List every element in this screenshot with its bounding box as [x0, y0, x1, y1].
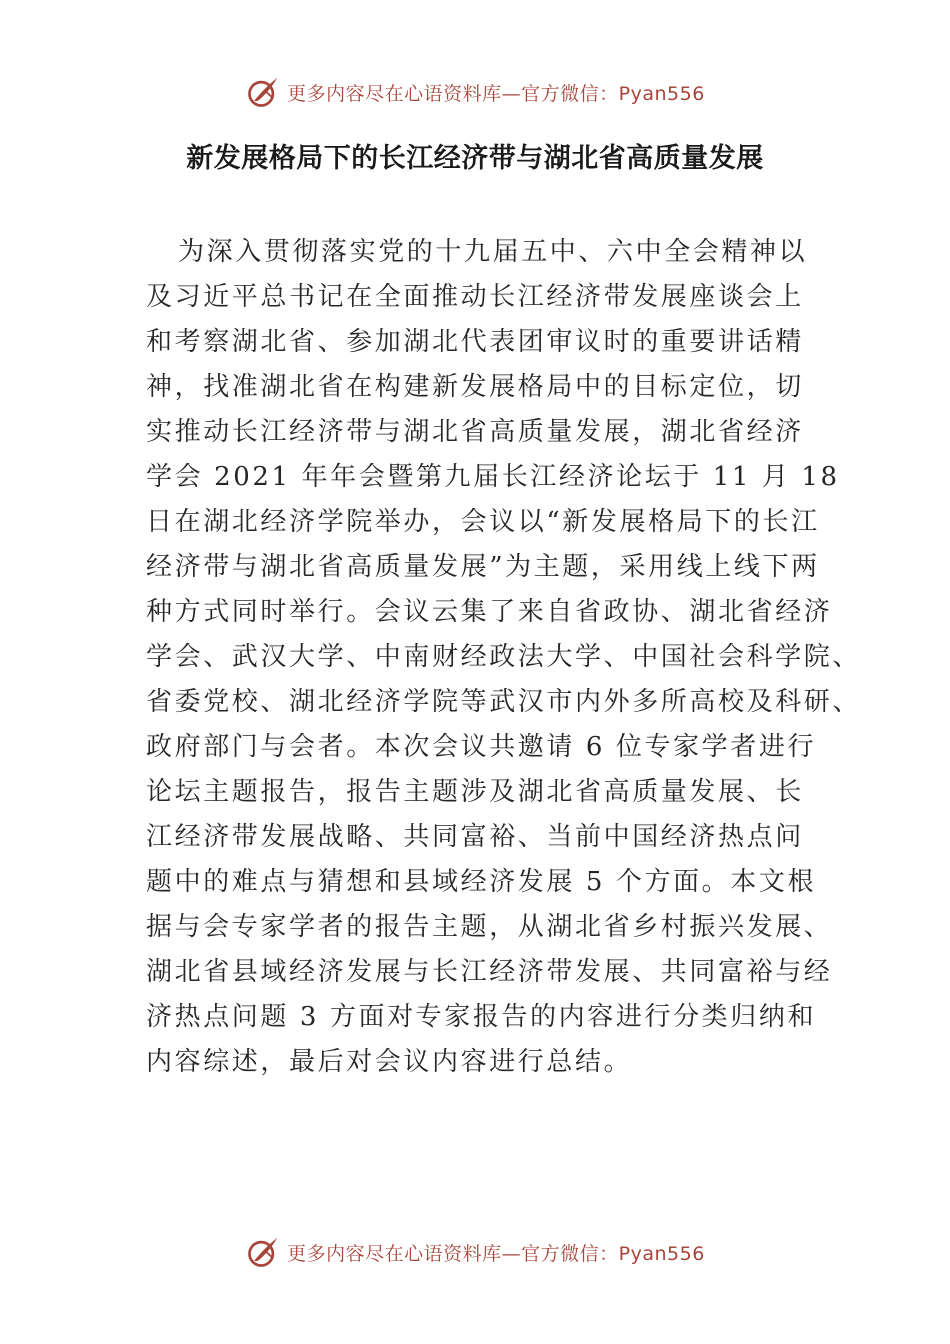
watermark-label: 更多内容尽在心语资料库—官方微信： [287, 1242, 619, 1265]
paragraph-line: 及习近平总书记在全面推动长江经济带发展座谈会上 [146, 282, 804, 312]
watermark-wechat-id: Pyan556 [618, 82, 705, 105]
paragraph-line: 省委党校、湖北经济学院等武汉市内外多所高校及科研、 [146, 687, 862, 717]
paragraph-line: 题中的难点与猜想和县域经济发展 5 个方面。本文根 [146, 867, 817, 897]
paragraph-line: 种方式同时举行。会议云集了来自省政协、湖北省经济 [146, 597, 833, 627]
paragraph-line: 江经济带发展战略、共同富裕、当前中国经济热点问 [146, 822, 804, 852]
watermark-footer-content [245, 1234, 705, 1270]
document-title: 新发展格局下的长江经济带与湖北省高质量发展 [186, 143, 764, 174]
paragraph-line: 神，找准湖北省在构建新发展格局中的目标定位，切 [146, 372, 804, 402]
paragraph-line: 为深入贯彻落实党的十九届五中、六中全会精神以 [178, 237, 808, 267]
document-paragraph [146, 230, 862, 1085]
watermark-wechat-id: Pyan556 [618, 1242, 705, 1265]
watermark-header-content [245, 74, 705, 110]
watermark-footer [0, 1232, 950, 1272]
paragraph-line: 济热点问题 3 方面对专家报告的内容进行分类归纳和 [146, 1002, 817, 1032]
paragraph-line: 和考察湖北省、参加湖北代表团审议时的重要讲话精 [146, 327, 804, 357]
watermark-header [0, 72, 950, 112]
paragraph-line: 湖北省县域经济发展与长江经济带发展、共同富裕与经 [146, 957, 833, 987]
paragraph-line: 政府部门与会者。本次会议共邀请 6 位专家学者进行 [146, 732, 817, 762]
watermark-text [287, 1239, 705, 1266]
paragraph-line: 内容综述，最后对会议内容进行总结。 [146, 1047, 633, 1077]
paragraph-line: 学会、武汉大学、中南财经政法大学、中国社会科学院、 [146, 642, 862, 672]
paragraph-line: 实推动长江经济带与湖北省高质量发展，湖北省经济 [146, 417, 804, 447]
quill-pen-logo-icon [245, 1234, 281, 1270]
paragraph-line: 日在湖北经济学院举办，会议以“新发展格局下的长江 [146, 507, 820, 537]
watermark-label: 更多内容尽在心语资料库—官方微信： [287, 82, 619, 105]
paragraph-line: 据与会专家学者的报告主题，从湖北省乡村振兴发展、 [146, 912, 833, 942]
paragraph-line: 学会 2021 年年会暨第九届长江经济论坛于 11 月 18 [146, 462, 840, 492]
paragraph-line: 论坛主题报告，报告主题涉及湖北省高质量发展、长 [146, 777, 804, 807]
paragraph-line: 经济带与湖北省高质量发展”为主题，采用线上线下两 [146, 552, 820, 582]
quill-pen-logo-icon [245, 74, 281, 110]
watermark-text [287, 79, 705, 106]
